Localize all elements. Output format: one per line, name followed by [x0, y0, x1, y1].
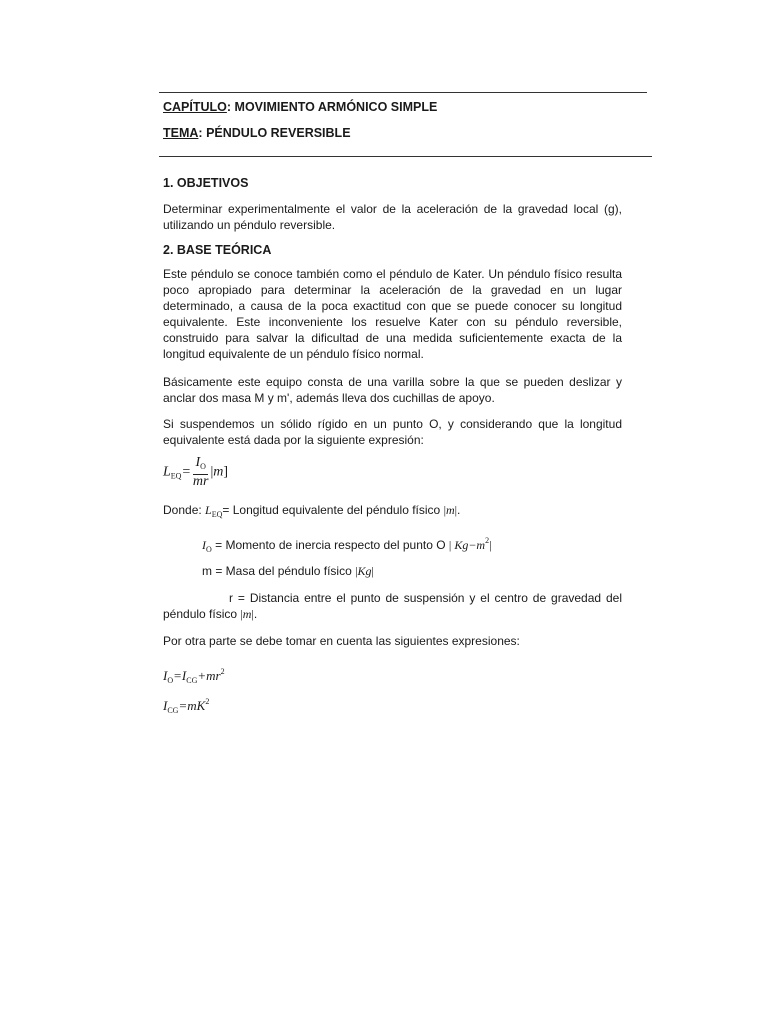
- definition-r-text: r = Distancia entre el punto de suspensión y el centro de gravedad del péndulo físico: [163, 591, 622, 621]
- chapter-label: CAPÍTULO: [163, 100, 227, 114]
- equation-leq: $L_{EQ}=$ $\frac{I_O}{mr}$ |m]: [163, 455, 229, 489]
- definition-m: m = Masa del péndulo físico |Kg|: [202, 564, 374, 578]
- header-top-rule: [159, 92, 647, 93]
- base-paragraph-1: Este péndulo se conoce también como el péndulo de Kater. Un péndulo físico resulta poco apropiado para determinar la aceleración de la gravedad en un lugar determinado, a causa de la poca exactitud con que se puede conocer su longitud equivalente. Este inconveniente los resuelve Kater con su péndulo reversible, construido para salvar la dificultad de una medida suficientemente exacta de la longitud equivalente de un péndulo físico normal.: [163, 267, 622, 361]
- definition-m-text: m = Masa del péndulo físico: [202, 564, 356, 578]
- definition-io: $I_O$ = Momento de inercia respecto del punto O | $Kg-m^2|$: [202, 536, 492, 554]
- chapter-heading: CAPÍTULO: MOVIMIENTO ARMÓNICO SIMPLE: [163, 100, 438, 114]
- base-paragraph-4: Por otra parte se debe tomar en cuenta las siguientes expresiones:: [163, 634, 520, 648]
- section-objetivos-title: 1. OBJETIVOS: [163, 176, 249, 190]
- topic-label: TEMA: [163, 126, 199, 140]
- definition-io-text: = Momento de inercia respecto del punto O: [211, 538, 449, 552]
- chapter-title: MOVIMIENTO ARMÓNICO SIMPLE: [234, 100, 438, 114]
- base-paragraph-3: Si suspendemos un sólido rígido en un punto O, y considerando que la longitud equivalente está dada por la siguiente expresión:: [163, 417, 622, 447]
- definition-leq-text: = Longitud equivalente del péndulo físico: [222, 503, 444, 517]
- base-paragraph-2: Básicamente este equipo consta de una varilla sobre la que se pueden deslizar y anclar dos masa M y m', además lleva dos cuchillas de apoyo.: [163, 375, 622, 405]
- equation-icg: $I_{CG}=mK^2$: [163, 697, 210, 715]
- section-objetivos-body: Determinar experimentalmente el valor de la aceleración de la gravedad local (g), utilizando un péndulo reversible.: [163, 202, 622, 232]
- section-base-title: 2. BASE TEÓRICA: [163, 243, 272, 257]
- donde-label: Donde:: [163, 503, 206, 517]
- topic-heading: TEMA: PÉNDULO REVERSIBLE: [163, 126, 351, 140]
- equation-io: $I_O=I_{CG}+mr^2$: [163, 667, 225, 685]
- definition-r: r = Distancia entre el punto de suspensión y el centro de gravedad del péndulo físico |m|.: [163, 591, 622, 621]
- definition-leq: Donde: $L_{EQ}=$ Longitud equivalente del péndulo físico |m|.: [163, 503, 461, 519]
- topic-title: PÉNDULO REVERSIBLE: [206, 126, 351, 140]
- header-bottom-rule: [159, 156, 652, 157]
